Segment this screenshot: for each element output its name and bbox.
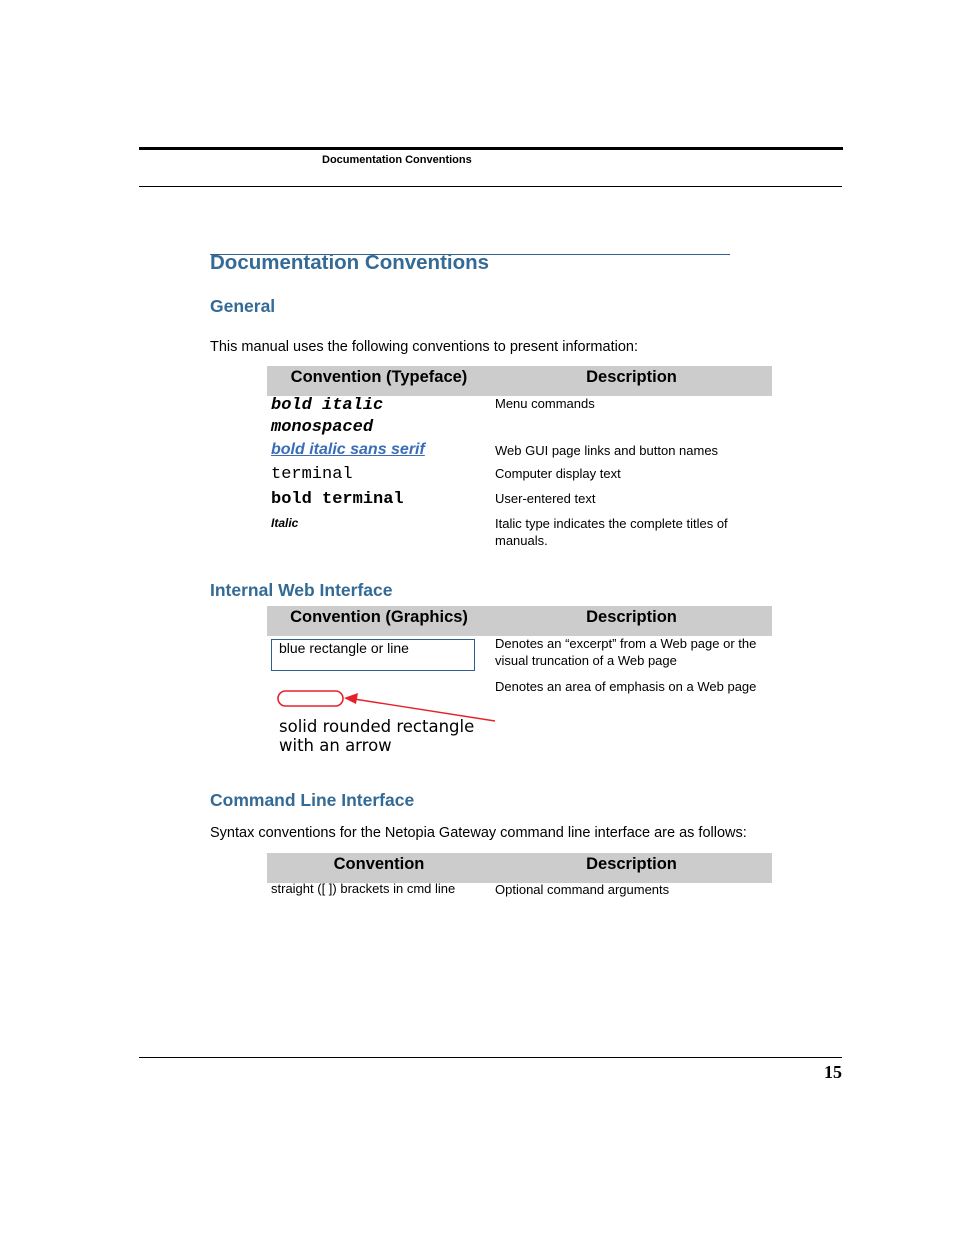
description-emphasis: Denotes an area of emphasis on a Web page (495, 679, 757, 694)
graphics-col-description: Description (586, 608, 677, 626)
arrow-head-icon (344, 693, 358, 704)
convention-italic: Italic (271, 516, 299, 530)
cli-col-description: Description (586, 855, 677, 873)
section-heading-cli: Command Line Interface (210, 790, 415, 810)
convention-bold-italic-mono (271, 395, 383, 439)
rounded-rectangle-icon (278, 691, 343, 706)
description-web-gui-links: Web GUI page links and button names (495, 443, 719, 458)
typeface-col-convention: Convention (Typeface) (290, 368, 468, 386)
description-user-entered: User-entered text (495, 491, 596, 506)
header-subrule (139, 186, 842, 187)
description-excerpt: Denotes an “excerpt” from a Web page or the visual truncation of a Web page (495, 636, 757, 668)
footer-rule (139, 1057, 842, 1058)
cli-table-header (267, 853, 772, 883)
cli-intro: Syntax conventions for the Netopia Gateway command line interface are as follows: (210, 825, 747, 841)
convention-bold-italic-mono-line2: monospaced (271, 418, 374, 437)
convention-terminal: terminal (271, 465, 353, 484)
page-number: 15 (824, 1062, 842, 1082)
convention-blue-rectangle: blue rectangle or line (279, 640, 409, 656)
cli-col-convention: Convention (333, 855, 425, 873)
description-computer-display: Computer display text (495, 466, 621, 481)
description-menu-commands: Menu commands (495, 396, 595, 411)
description-optional-arguments: Optional command arguments (495, 882, 670, 897)
section-heading-internal-web: Internal Web Interface (210, 580, 393, 600)
general-intro: This manual uses the following conventions to present information: (210, 339, 638, 355)
convention-bold-italic-sans: bold italic sans serif (271, 441, 425, 458)
typeface-col-description: Description (586, 368, 677, 386)
convention-rounded-rectangle-line2: with an arrow (279, 736, 392, 755)
header-rule (139, 147, 843, 150)
convention-bold-terminal: bold terminal (271, 490, 404, 509)
page-title: Documentation Conventions (210, 251, 490, 274)
graphics-table-header (267, 606, 772, 636)
convention-rounded-rectangle-line1: solid rounded rectangle (279, 717, 475, 736)
description-italic-titles: Italic type indicates the complete titles of manuals. (495, 516, 728, 548)
running-head: Documentation Conventions (322, 154, 472, 166)
convention-bold-italic-mono-line1: bold italic (271, 396, 384, 415)
graphics-col-convention: Convention (Graphics) (290, 608, 468, 626)
typeface-table-header (267, 366, 772, 396)
section-heading-general: General (210, 296, 276, 316)
convention-straight-brackets: straight ([ ]) brackets in cmd line (271, 881, 456, 896)
